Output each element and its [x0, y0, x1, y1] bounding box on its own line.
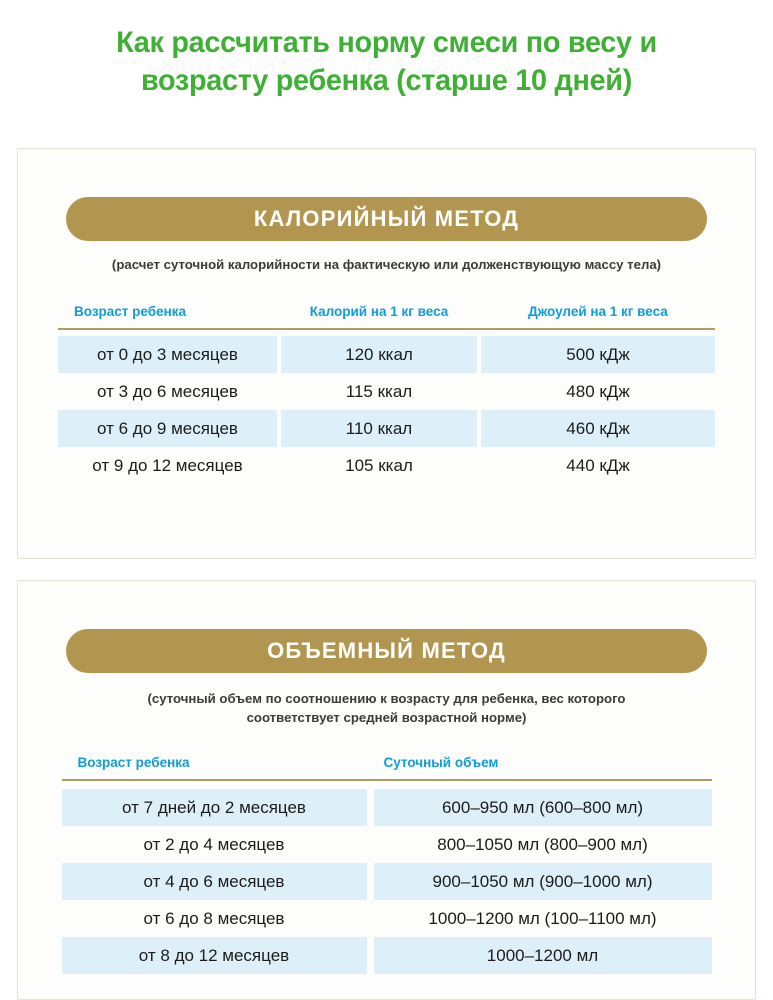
- page-title-line-2: возрасту ребенка (старше 10 дней): [140, 64, 633, 97]
- table-cell: от 6 до 8 месяцев: [143, 908, 285, 928]
- calorie-method-card: [17, 148, 756, 559]
- page-title: [0, 0, 773, 100]
- table-cell: от 8 до 12 месяцев: [62, 937, 367, 974]
- table-cell: 800–1050 мл (800–900 мл): [437, 834, 648, 854]
- column-header-age: Возраст ребенка: [77, 754, 190, 770]
- calorie-table-divider: [58, 328, 715, 330]
- volume-table-divider: [62, 779, 712, 781]
- table-cell: 460 кДж: [481, 410, 715, 447]
- table-cell: 500 кДж: [481, 336, 715, 373]
- table-row: [58, 447, 715, 484]
- table-row: [58, 336, 715, 373]
- table-row: [58, 373, 715, 410]
- table-row: [62, 937, 712, 974]
- volume-table: [62, 745, 712, 779]
- calorie-method-pill-label: КАЛОРИЙНЫЙ МЕТОД: [253, 206, 520, 231]
- table-cell: от 3 до 6 месяцев: [97, 381, 238, 401]
- table-cell: от 0 до 3 месяцев: [58, 336, 277, 373]
- column-header-daily-volume: Суточный объем: [383, 754, 499, 770]
- calorie-method-pill-header: [66, 197, 707, 241]
- volume-table-body: [62, 789, 712, 974]
- column-header-age: Возраст ребенка: [74, 303, 186, 319]
- column-header-calories: Калорий на 1 кг веса: [309, 303, 449, 319]
- table-cell: от 6 до 9 месяцев: [58, 410, 277, 447]
- calorie-table-wrapper: [18, 294, 755, 484]
- volume-table-header-row: [62, 745, 712, 779]
- volume-method-pill-header: [66, 629, 707, 673]
- volume-method-pill-label: ОБЪЕМНЫЙ МЕТОД: [267, 638, 506, 663]
- volume-method-subtitle: (суточный объем по соотношению к возрасту для ребенка, вес которого соответствует средней возрастной норме): [147, 691, 626, 725]
- volume-method-card: [17, 580, 756, 1000]
- column-gap: [367, 789, 374, 826]
- table-cell: 1000–1200 мл: [374, 937, 712, 974]
- table-cell: от 4 до 6 месяцев: [62, 863, 367, 900]
- table-cell: 600–950 мл (600–800 мл): [374, 789, 712, 826]
- column-gap: [367, 826, 374, 863]
- column-header-joules: Джоулей на 1 кг веса: [528, 303, 668, 319]
- column-gap: [367, 863, 374, 900]
- calorie-table: [58, 294, 715, 328]
- table-cell: 480 кДж: [566, 381, 630, 401]
- table-cell: 120 ккал: [281, 336, 477, 373]
- volume-table-wrapper: [18, 745, 755, 974]
- table-row: [62, 900, 712, 937]
- table-row: [62, 863, 712, 900]
- table-cell: 900–1050 мл (900–1000 мл): [374, 863, 712, 900]
- table-cell: 115 ккал: [345, 381, 413, 401]
- column-gap: [367, 937, 374, 974]
- calorie-table-body: [58, 336, 715, 484]
- table-cell: от 2 до 4 месяцев: [143, 834, 285, 854]
- table-cell: от 9 до 12 месяцев: [92, 455, 243, 475]
- table-row: [62, 826, 712, 863]
- table-cell: 440 кДж: [566, 455, 630, 475]
- calorie-table-header-row: [58, 294, 715, 328]
- page-title-line-1: Как рассчитать норму смеси по весу и: [116, 26, 657, 59]
- table-row: [62, 789, 712, 826]
- table-cell: 105 ккал: [345, 455, 413, 475]
- table-cell: от 7 дней до 2 месяцев: [62, 789, 367, 826]
- column-gap: [367, 745, 374, 779]
- calorie-method-subtitle: (расчет суточной калорийности на фактическую или долженствующую массу тела): [111, 257, 662, 272]
- table-row: [58, 410, 715, 447]
- column-gap: [367, 900, 374, 937]
- table-cell: 1000–1200 мл (100–1100 мл): [428, 908, 657, 928]
- table-cell: 110 ккал: [281, 410, 477, 447]
